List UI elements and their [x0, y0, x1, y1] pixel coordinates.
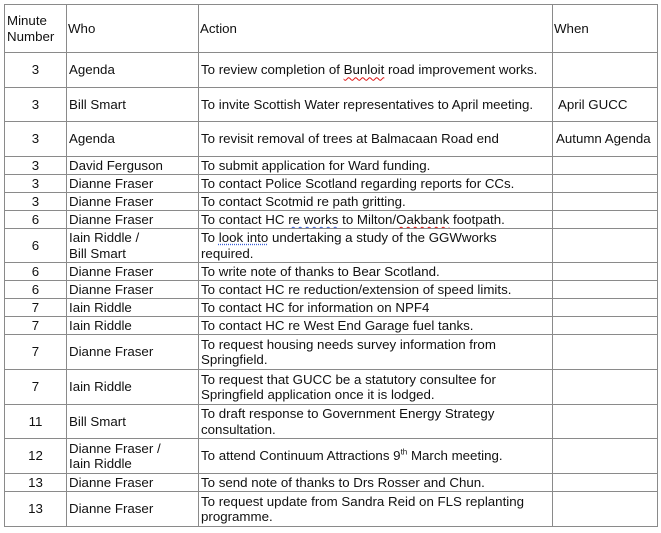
- who-cell: Dianne Fraser: [67, 474, 199, 492]
- action-cell: To draft response to Government Energy Strategy consultation.: [199, 405, 553, 439]
- action-cell: To request housing needs survey information from Springfield.: [199, 335, 553, 370]
- minute-cell: 11: [5, 405, 67, 439]
- who-cell: Dianne Fraser: [67, 281, 199, 299]
- table-row: [5, 263, 658, 281]
- when-cell: [553, 474, 658, 492]
- when-cell: Autumn Agenda: [553, 122, 658, 157]
- action-text: road improvement works.: [384, 62, 538, 78]
- when-cell: April GUCC: [553, 88, 658, 122]
- minute-cell: 3: [5, 53, 67, 88]
- minute-cell: 13: [5, 492, 67, 527]
- who-cell: Dianne Fraser: [67, 193, 199, 211]
- who-line: Bill Smart: [69, 245, 126, 261]
- minute-cell: 3: [5, 193, 67, 211]
- who-cell: [67, 229, 199, 263]
- table-row: [5, 299, 658, 317]
- table-row: [5, 281, 658, 299]
- when-cell: [553, 229, 658, 263]
- header-when: When: [553, 5, 658, 53]
- minute-cell: 3: [5, 88, 67, 122]
- action-cell: To contact Scotmid re path gritting.: [199, 193, 553, 211]
- action-text: To: [201, 230, 219, 245]
- minute-cell: 7: [5, 370, 67, 405]
- when-cell: [553, 370, 658, 405]
- minute-cell: 12: [5, 439, 67, 474]
- minute-cell: 7: [5, 299, 67, 317]
- when-cell: [553, 157, 658, 175]
- action-cell: To revisit removal of trees at Balmacaan Road end: [199, 122, 553, 157]
- action-text: To review completion of: [201, 62, 344, 78]
- action-table-document: [4, 4, 658, 527]
- table-row: [5, 157, 658, 175]
- when-cell: [553, 53, 658, 88]
- when-cell: [553, 492, 658, 527]
- table-row: [5, 175, 658, 193]
- style-flagged-phrase: look into: [218, 230, 269, 245]
- table-row: [5, 474, 658, 492]
- action-cell: To contact Police Scotland regarding reports for CCs.: [199, 175, 553, 193]
- grammar-flagged-phrase: re works: [288, 211, 339, 227]
- action-cell: To write note of thanks to Bear Scotland.: [199, 263, 553, 281]
- who-cell: Iain Riddle: [67, 370, 199, 405]
- who-cell: David Ferguson: [67, 157, 199, 175]
- who-cell: Agenda: [67, 53, 199, 88]
- table-row: [5, 53, 658, 88]
- action-text: To contact HC: [201, 211, 289, 227]
- action-text: footpath.: [449, 211, 505, 227]
- who-cell: Iain Riddle: [67, 299, 199, 317]
- minute-cell: 7: [5, 335, 67, 370]
- action-cell: To contact HC re reduction/extension of speed limits.: [199, 281, 553, 299]
- minute-cell: 3: [5, 122, 67, 157]
- action-cell: To request that GUCC be a statutory consultee for Springfield application once it is lodged.: [199, 370, 553, 405]
- minute-cell: 13: [5, 474, 67, 492]
- minute-cell: 6: [5, 263, 67, 281]
- table-row: [5, 370, 658, 405]
- spellcheck-flagged-word: Oakbank: [396, 211, 450, 227]
- who-cell: Agenda: [67, 122, 199, 157]
- table-row: [5, 211, 658, 229]
- action-text: March meeting.: [407, 448, 503, 464]
- action-cell: To request update from Sandra Reid on FLS replanting programme.: [199, 492, 553, 527]
- when-cell: [553, 299, 658, 317]
- when-cell: [553, 193, 658, 211]
- minute-cell: 7: [5, 317, 67, 335]
- who-line: Iain Riddle: [69, 456, 132, 471]
- table-row: [5, 439, 658, 474]
- who-cell: Bill Smart: [67, 405, 199, 439]
- who-line: Dianne Fraser /: [69, 440, 161, 456]
- action-cell: [199, 211, 553, 229]
- when-cell: [553, 263, 658, 281]
- who-cell: Dianne Fraser: [67, 335, 199, 370]
- minute-cell: 6: [5, 229, 67, 263]
- who-cell: [67, 439, 199, 474]
- when-cell: [553, 405, 658, 439]
- action-text: to Milton/: [338, 211, 397, 227]
- action-cell: To submit application for Ward funding.: [199, 157, 553, 175]
- who-cell: Bill Smart: [67, 88, 199, 122]
- action-cell: To send note of thanks to Drs Rosser and Chun.: [199, 474, 553, 492]
- table-row: [5, 335, 658, 370]
- minute-cell: 6: [5, 211, 67, 229]
- when-cell: [553, 317, 658, 335]
- who-cell: Iain Riddle: [67, 317, 199, 335]
- who-cell: Dianne Fraser: [67, 175, 199, 193]
- action-cell: To invite Scottish Water representatives to April meeting.: [199, 88, 553, 122]
- action-cell: To contact HC re West End Garage fuel tanks.: [199, 317, 553, 335]
- table-row: [5, 405, 658, 439]
- table-row: [5, 122, 658, 157]
- table-row: [5, 492, 658, 527]
- action-cell: [199, 229, 553, 263]
- who-cell: Dianne Fraser: [67, 211, 199, 229]
- who-cell: Dianne Fraser: [67, 263, 199, 281]
- table-row: [5, 229, 658, 263]
- action-text: undertaking a study of the GGWworks required.: [201, 230, 497, 261]
- ordinal-suffix: th: [400, 447, 408, 457]
- header-minute-number: Minute Number: [5, 5, 67, 53]
- header-action: Action: [199, 5, 553, 53]
- minute-cell: 6: [5, 281, 67, 299]
- action-cell: [199, 439, 553, 474]
- action-cell: To contact HC for information on NPF4: [199, 299, 553, 317]
- action-table: [4, 4, 658, 527]
- minute-cell: 3: [5, 157, 67, 175]
- who-line: Iain Riddle /: [69, 230, 140, 245]
- header-who: Who: [67, 5, 199, 53]
- when-cell: [553, 439, 658, 474]
- when-cell: [553, 175, 658, 193]
- minute-cell: 3: [5, 175, 67, 193]
- header-row: [5, 5, 658, 53]
- table-row: [5, 317, 658, 335]
- when-cell: [553, 335, 658, 370]
- who-cell: Dianne Fraser: [67, 492, 199, 527]
- table-row: [5, 193, 658, 211]
- when-cell: [553, 281, 658, 299]
- when-cell: [553, 211, 658, 229]
- spellcheck-flagged-word: Bunloit: [343, 62, 385, 78]
- action-text: To attend Continuum Attractions 9: [201, 448, 401, 464]
- table-row: [5, 88, 658, 122]
- action-cell: [199, 53, 553, 88]
